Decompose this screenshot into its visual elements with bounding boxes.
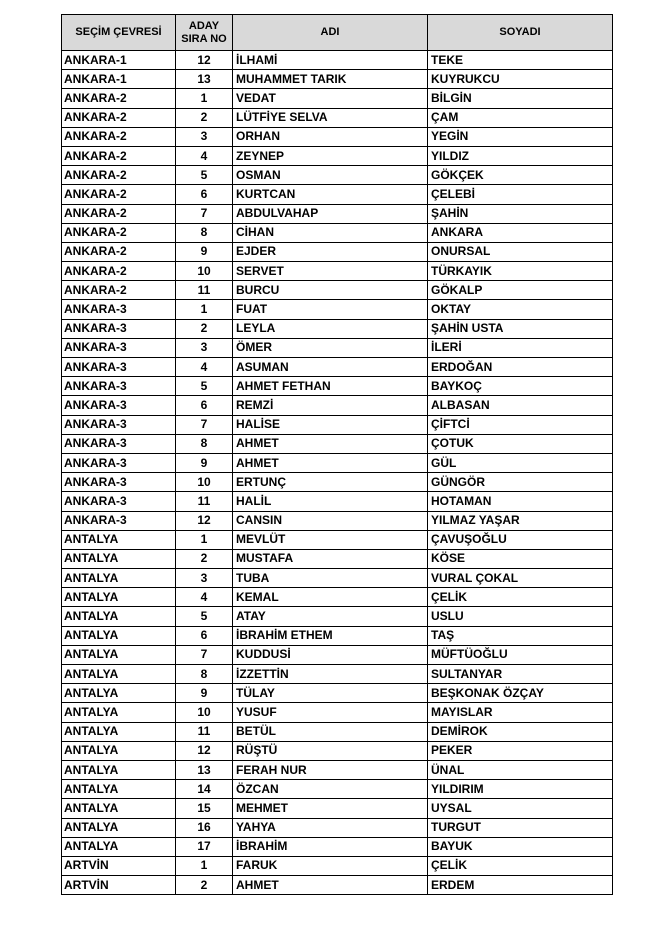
table-row [62,300,613,319]
cell-soyadi: GÜL [428,453,613,472]
cell-secim-cevresi: ANKARA-2 [62,166,176,185]
cell-sira-no: 1 [176,89,233,108]
cell-secim-cevresi: ANKARA-3 [62,319,176,338]
cell-secim-cevresi: ANKARA-2 [62,108,176,127]
cell-adi: YAHYA [233,818,428,837]
cell-secim-cevresi: ANTALYA [62,569,176,588]
cell-soyadi: DEMİROK [428,722,613,741]
cell-sira-no: 11 [176,492,233,511]
cell-sira-no: 8 [176,665,233,684]
cell-adi: EJDER [233,242,428,261]
cell-sira-no: 11 [176,281,233,300]
cell-sira-no: 9 [176,453,233,472]
cell-sira-no: 5 [176,607,233,626]
cell-secim-cevresi: ANKARA-3 [62,415,176,434]
table-row [62,396,613,415]
cell-soyadi: YILMAZ YAŞAR [428,511,613,530]
cell-secim-cevresi: ANTALYA [62,549,176,568]
cell-soyadi: GÖKALP [428,281,613,300]
cell-secim-cevresi: ANKARA-3 [62,358,176,377]
cell-sira-no: 15 [176,799,233,818]
cell-secim-cevresi: ANKARA-2 [62,204,176,223]
cell-soyadi: BAYUK [428,837,613,856]
cell-sira-no: 5 [176,377,233,396]
table-row [62,242,613,261]
cell-secim-cevresi: ANKARA-2 [62,127,176,146]
cell-sira-no: 4 [176,146,233,165]
cell-sira-no: 10 [176,262,233,281]
table-row [62,358,613,377]
cell-sira-no: 9 [176,242,233,261]
table-row [62,626,613,645]
table-row [62,780,613,799]
cell-secim-cevresi: ANKARA-3 [62,511,176,530]
cell-adi: İLHAMİ [233,51,428,70]
cell-sira-no: 3 [176,569,233,588]
cell-soyadi: ÇAM [428,108,613,127]
table-row [62,645,613,664]
table-row [62,856,613,875]
cell-soyadi: GÜNGÖR [428,473,613,492]
cell-sira-no: 12 [176,51,233,70]
cell-adi: CANSIN [233,511,428,530]
cell-soyadi: ÇAVUŞOĞLU [428,530,613,549]
cell-soyadi: ŞAHİN [428,204,613,223]
table-row [62,51,613,70]
cell-secim-cevresi: ANKARA-3 [62,377,176,396]
cell-adi: VEDAT [233,89,428,108]
table-row [62,530,613,549]
table-row [62,89,613,108]
cell-sira-no: 10 [176,473,233,492]
cell-secim-cevresi: ANKARA-1 [62,51,176,70]
cell-adi: ÖMER [233,338,428,357]
cell-adi: ABDULVAHAP [233,204,428,223]
table-row [62,434,613,453]
cell-secim-cevresi: ANTALYA [62,760,176,779]
cell-sira-no: 1 [176,530,233,549]
cell-adi: SERVET [233,262,428,281]
table-row [62,607,613,626]
cell-soyadi: YILDIRIM [428,780,613,799]
cell-soyadi: OKTAY [428,300,613,319]
cell-sira-no: 4 [176,358,233,377]
cell-secim-cevresi: ANTALYA [62,665,176,684]
cell-sira-no: 9 [176,684,233,703]
cell-adi: KEMAL [233,588,428,607]
cell-adi: YUSUF [233,703,428,722]
table-row [62,492,613,511]
cell-adi: AHMET FETHAN [233,377,428,396]
cell-soyadi: HOTAMAN [428,492,613,511]
cell-soyadi: ONURSAL [428,242,613,261]
cell-secim-cevresi: ANTALYA [62,607,176,626]
table-row [62,415,613,434]
cell-soyadi: ÇOTUK [428,434,613,453]
table-header-row [62,15,613,51]
table-row [62,511,613,530]
cell-secim-cevresi: ANTALYA [62,722,176,741]
cell-soyadi: MAYISLAR [428,703,613,722]
cell-adi: BETÜL [233,722,428,741]
table-row [62,703,613,722]
table-row [62,453,613,472]
cell-adi: HALİL [233,492,428,511]
cell-soyadi: PEKER [428,741,613,760]
cell-sira-no: 7 [176,204,233,223]
cell-secim-cevresi: ANTALYA [62,626,176,645]
table-row [62,70,613,89]
cell-sira-no: 4 [176,588,233,607]
cell-adi: MEVLÜT [233,530,428,549]
cell-adi: İZZETTİN [233,665,428,684]
table-row [62,876,613,895]
cell-soyadi: BİLGİN [428,89,613,108]
cell-soyadi: TAŞ [428,626,613,645]
cell-secim-cevresi: ANKARA-2 [62,262,176,281]
cell-adi: FERAH NUR [233,760,428,779]
cell-adi: ATAY [233,607,428,626]
cell-adi: RÜŞTÜ [233,741,428,760]
cell-soyadi: USLU [428,607,613,626]
cell-secim-cevresi: ANTALYA [62,818,176,837]
cell-secim-cevresi: ANTALYA [62,741,176,760]
cell-soyadi: YEGİN [428,127,613,146]
cell-secim-cevresi: ANKARA-3 [62,338,176,357]
cell-secim-cevresi: ANKARA-2 [62,185,176,204]
cell-sira-no: 8 [176,434,233,453]
cell-secim-cevresi: ANKARA-2 [62,146,176,165]
cell-adi: OSMAN [233,166,428,185]
table-row [62,319,613,338]
cell-soyadi: GÖKÇEK [428,166,613,185]
cell-soyadi: KUYRUKCU [428,70,613,89]
cell-soyadi: ERDOĞAN [428,358,613,377]
cell-sira-no: 13 [176,760,233,779]
cell-secim-cevresi: ANKARA-2 [62,281,176,300]
cell-sira-no: 3 [176,127,233,146]
table-row [62,549,613,568]
cell-sira-no: 11 [176,722,233,741]
cell-soyadi: ÜNAL [428,760,613,779]
cell-sira-no: 8 [176,223,233,242]
cell-secim-cevresi: ANKARA-3 [62,473,176,492]
table-row [62,588,613,607]
cell-soyadi: MÜFTÜOĞLU [428,645,613,664]
cell-secim-cevresi: ANTALYA [62,588,176,607]
table-row [62,223,613,242]
cell-soyadi: UYSAL [428,799,613,818]
cell-secim-cevresi: ANTALYA [62,780,176,799]
cell-adi: ZEYNEP [233,146,428,165]
cell-soyadi: BAYKOÇ [428,377,613,396]
cell-adi: CİHAN [233,223,428,242]
cell-secim-cevresi: ANTALYA [62,684,176,703]
cell-sira-no: 7 [176,415,233,434]
table-row [62,473,613,492]
cell-soyadi: İLERİ [428,338,613,357]
table-row [62,741,613,760]
cell-soyadi: TÜRKAYIK [428,262,613,281]
table-row [62,665,613,684]
cell-soyadi: ERDEM [428,876,613,895]
cell-sira-no: 16 [176,818,233,837]
table-row [62,818,613,837]
cell-sira-no: 2 [176,876,233,895]
header-aday-sira-no: ADAY SIRA NO [176,15,233,51]
cell-adi: MUHAMMET TARIK [233,70,428,89]
table-row [62,799,613,818]
cell-secim-cevresi: ANKARA-3 [62,300,176,319]
cell-soyadi: TURGUT [428,818,613,837]
cell-sira-no: 6 [176,626,233,645]
cell-secim-cevresi: ANKARA-1 [62,70,176,89]
cell-sira-no: 6 [176,185,233,204]
cell-sira-no: 1 [176,856,233,875]
cell-adi: İBRAHİM [233,837,428,856]
cell-adi: AHMET [233,453,428,472]
cell-soyadi: BEŞKONAK ÖZÇAY [428,684,613,703]
cell-adi: ÖZCAN [233,780,428,799]
cell-sira-no: 12 [176,741,233,760]
cell-adi: HALİSE [233,415,428,434]
cell-sira-no: 3 [176,338,233,357]
table-row [62,146,613,165]
table-row [62,127,613,146]
cell-soyadi: TEKE [428,51,613,70]
header-soyadi: SOYADI [428,15,613,51]
cell-secim-cevresi: ANTALYA [62,530,176,549]
cell-adi: TUBA [233,569,428,588]
cell-adi: LEYLA [233,319,428,338]
cell-secim-cevresi: ANTALYA [62,799,176,818]
cell-sira-no: 6 [176,396,233,415]
cell-sira-no: 10 [176,703,233,722]
cell-soyadi: SULTANYAR [428,665,613,684]
table-row [62,166,613,185]
cell-secim-cevresi: ANKARA-3 [62,396,176,415]
table-row [62,204,613,223]
cell-soyadi: ALBASAN [428,396,613,415]
cell-adi: LÜTFİYE SELVA [233,108,428,127]
cell-sira-no: 2 [176,319,233,338]
cell-adi: MEHMET [233,799,428,818]
cell-adi: İBRAHİM ETHEM [233,626,428,645]
table-row [62,722,613,741]
table-row [62,338,613,357]
cell-soyadi: ANKARA [428,223,613,242]
cell-soyadi: ÇİFTCİ [428,415,613,434]
table-row [62,569,613,588]
cell-secim-cevresi: ANKARA-3 [62,434,176,453]
cell-soyadi: ÇELİK [428,856,613,875]
table-row [62,262,613,281]
cell-soyadi: KÖSE [428,549,613,568]
cell-adi: MUSTAFA [233,549,428,568]
cell-soyadi: VURAL ÇOKAL [428,569,613,588]
cell-secim-cevresi: ARTVİN [62,856,176,875]
table-row [62,837,613,856]
cell-sira-no: 12 [176,511,233,530]
table-row [62,108,613,127]
cell-adi: AHMET [233,434,428,453]
table-row [62,281,613,300]
cell-sira-no: 2 [176,549,233,568]
cell-adi: ASUMAN [233,358,428,377]
cell-adi: BURCU [233,281,428,300]
cell-secim-cevresi: ARTVİN [62,876,176,895]
table-row [62,185,613,204]
candidate-list-table [61,14,613,895]
cell-sira-no: 14 [176,780,233,799]
cell-sira-no: 17 [176,837,233,856]
cell-soyadi: ŞAHİN USTA [428,319,613,338]
cell-adi: KUDDUSİ [233,645,428,664]
table-row [62,377,613,396]
cell-adi: KURTCAN [233,185,428,204]
cell-adi: TÜLAY [233,684,428,703]
cell-secim-cevresi: ANTALYA [62,645,176,664]
cell-secim-cevresi: ANKARA-2 [62,89,176,108]
cell-sira-no: 5 [176,166,233,185]
cell-secim-cevresi: ANTALYA [62,837,176,856]
cell-adi: FARUK [233,856,428,875]
header-adi: ADI [233,15,428,51]
cell-adi: ORHAN [233,127,428,146]
cell-sira-no: 7 [176,645,233,664]
cell-adi: AHMET [233,876,428,895]
cell-secim-cevresi: ANKARA-3 [62,453,176,472]
cell-secim-cevresi: ANTALYA [62,703,176,722]
cell-soyadi: ÇELİK [428,588,613,607]
table-row [62,684,613,703]
cell-soyadi: YILDIZ [428,146,613,165]
cell-adi: ERTUNÇ [233,473,428,492]
cell-sira-no: 13 [176,70,233,89]
cell-soyadi: ÇELEBİ [428,185,613,204]
cell-secim-cevresi: ANKARA-2 [62,242,176,261]
cell-adi: FUAT [233,300,428,319]
cell-secim-cevresi: ANKARA-2 [62,223,176,242]
cell-sira-no: 2 [176,108,233,127]
cell-secim-cevresi: ANKARA-3 [62,492,176,511]
cell-sira-no: 1 [176,300,233,319]
header-secim-cevresi: SEÇİM ÇEVRESİ [62,15,176,51]
table-body [62,51,613,895]
table-row [62,760,613,779]
cell-adi: REMZİ [233,396,428,415]
